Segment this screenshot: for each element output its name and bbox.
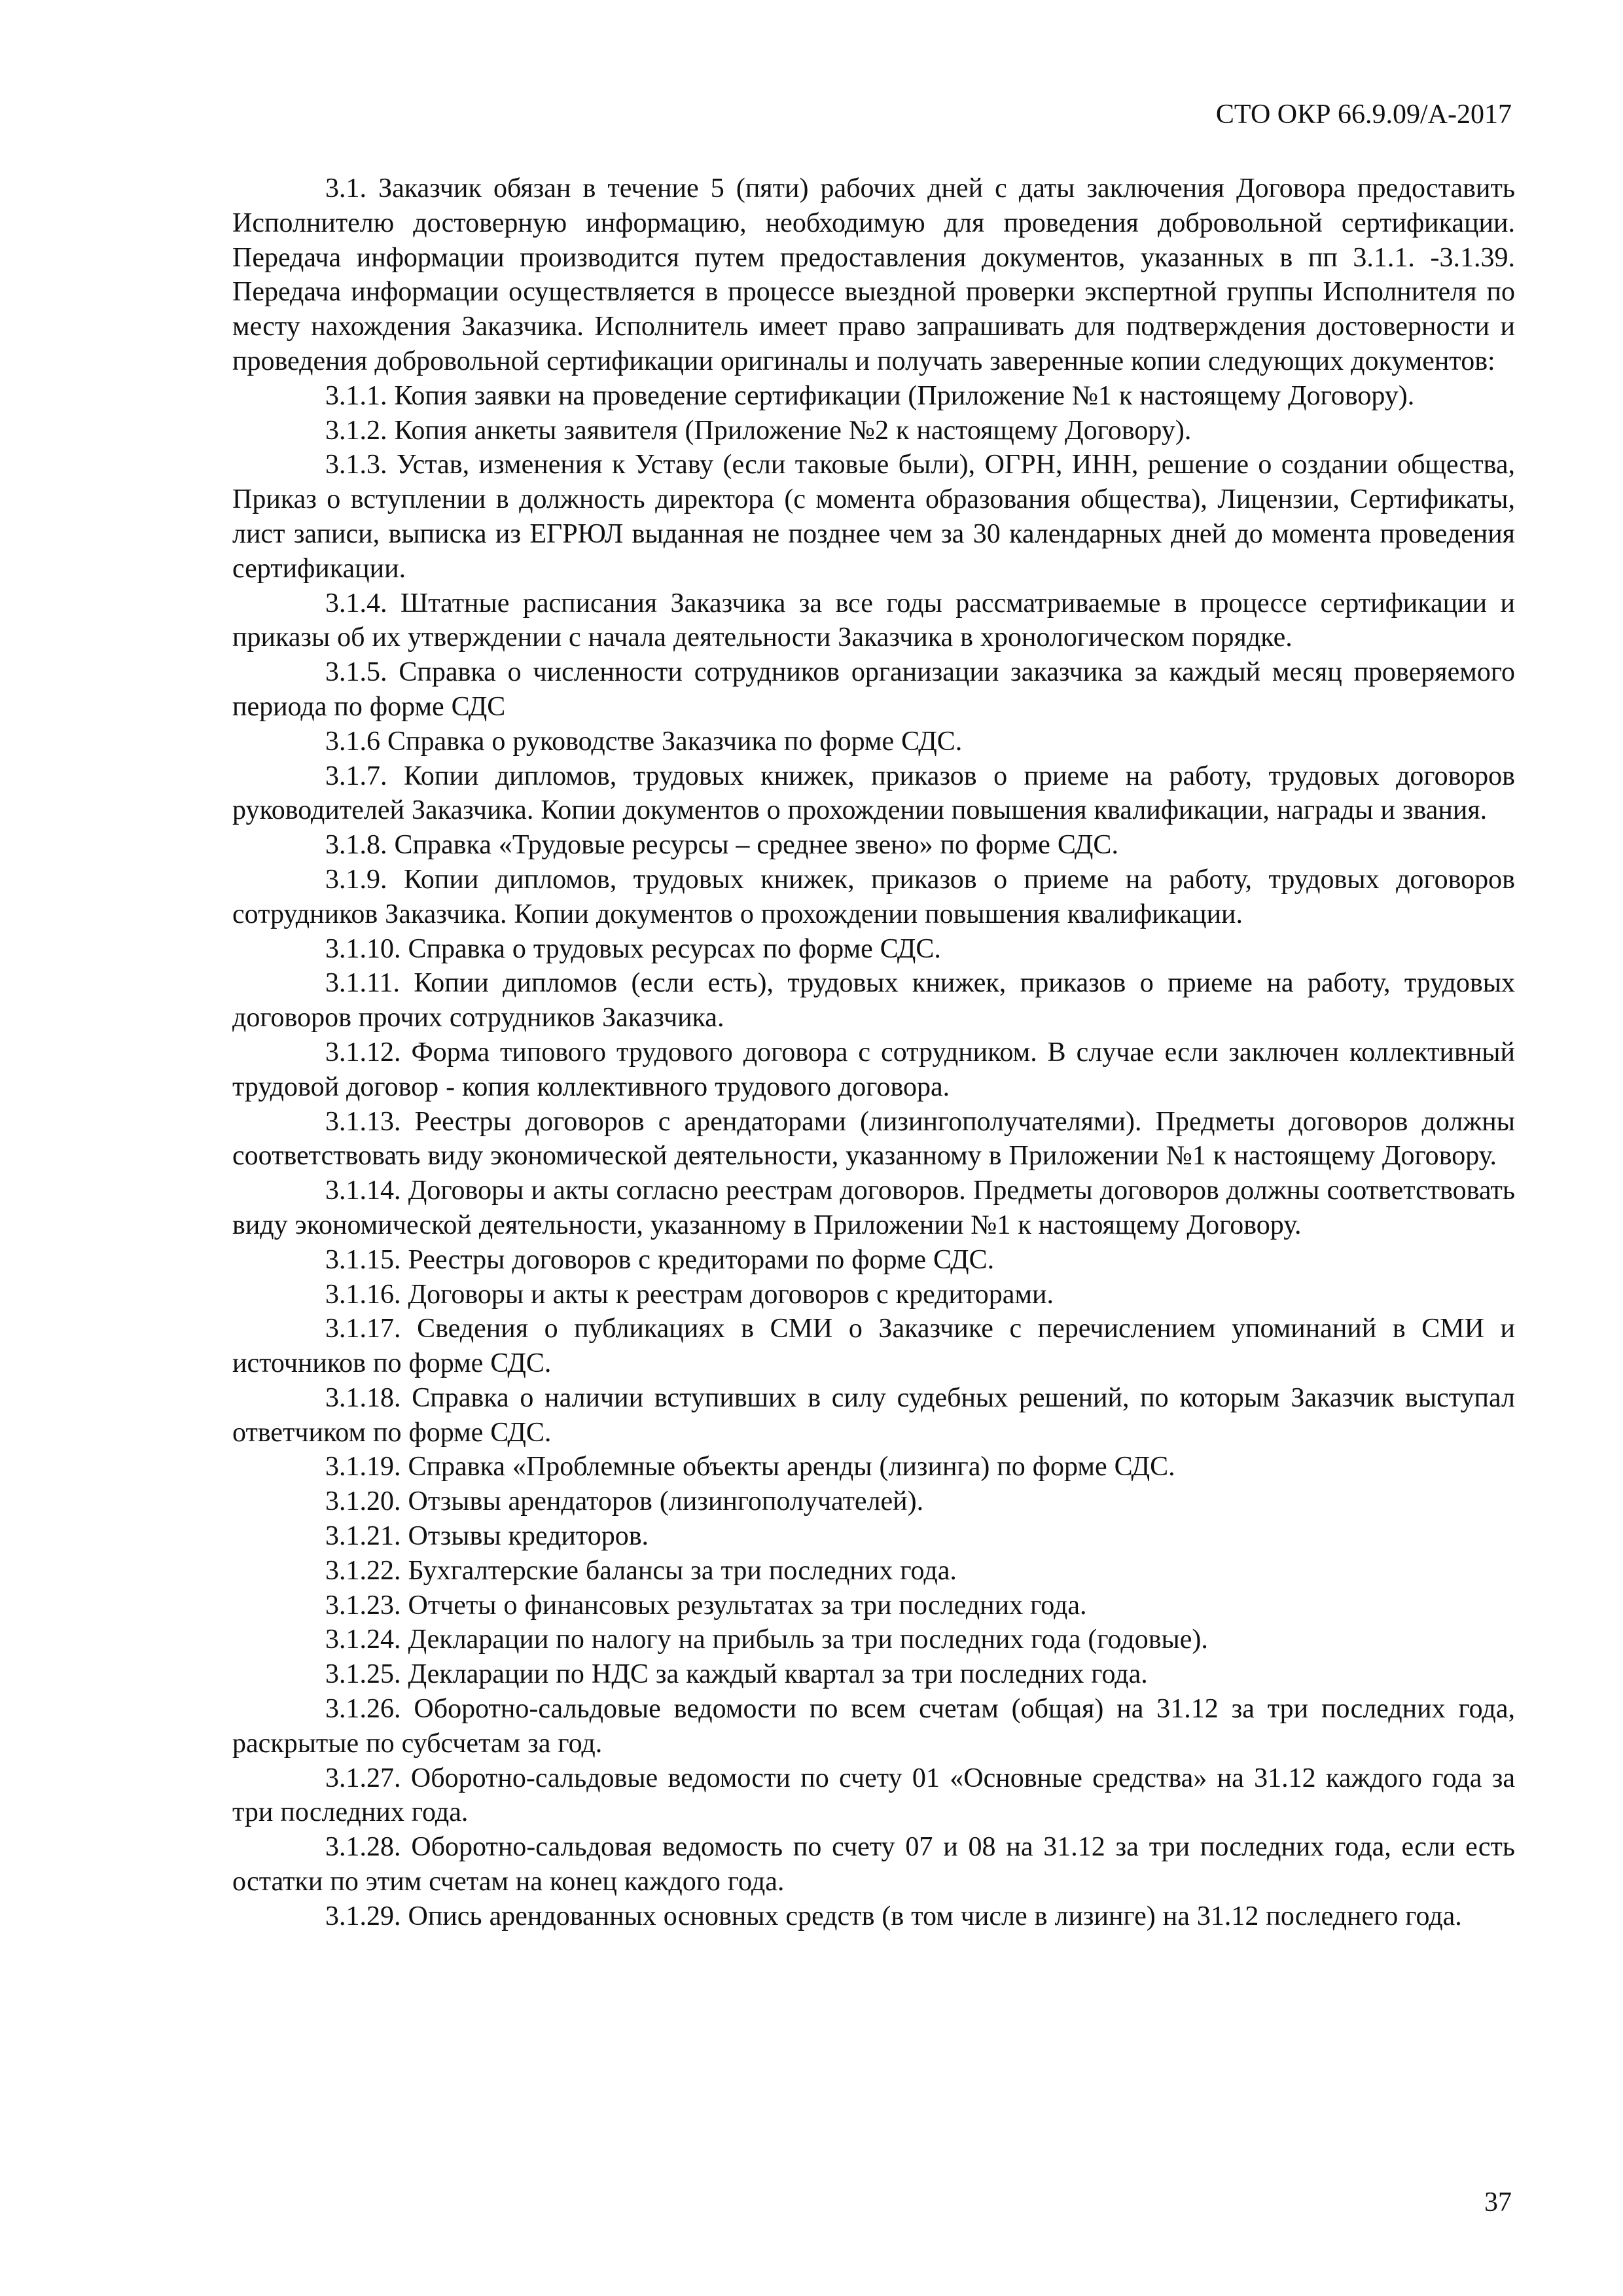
paragraph-3-1-1: 3.1.1. Копия заявки на проведение сертификации (Приложение №1 к настоящему Договору). [325,380,1415,411]
paragraph-3-1-24: 3.1.24. Декларации по налогу на прибыль за три последних года (годовые). [325,1624,1208,1655]
paragraph-3-1-26: 3.1.26. Оборотно-сальдовые ведомости по всем счетам (общая) на 31.12 за три последних года, раскрытые по субсчетам за год. [232,1694,1515,1759]
paragraph-3-1-29: 3.1.29. Опись арендованных основных средств (в том числе в лизинге) на 31.12 последнего года. [325,1901,1462,1931]
paragraph-3-1-5: 3.1.5. Справка о численности сотрудников организации заказчика за каждый месяц проверяемого периода по форме СДС [232,657,1515,722]
paragraph-3-1-10: 3.1.10. Справка о трудовых ресурсах по форме СДС. [325,933,941,964]
paragraph-3-1-16: 3.1.16. Договоры и акты к реестрам договоров с кредиторами. [325,1279,1054,1310]
paragraph-3-1-7: 3.1.7. Копии дипломов, трудовых книжек, приказов о приеме на работу, трудовых договоров руководителей Заказчика. Копии документов о прохождении повышения квалификации, награды и звания. [232,761,1515,826]
paragraph-3-1-25: 3.1.25. Декларации по НДС за каждый квартал за три последних года. [325,1659,1148,1690]
paragraph-3-1-11: 3.1.11. Копии дипломов (если есть), трудовых книжек, приказов о приеме на работу, трудовых договоров прочих сотрудников Заказчика. [232,968,1515,1033]
paragraph-3-1-3: 3.1.3. Устав, изменения к Уставу (если таковые были), ОГРН, ИНН, решение о создании общества, Приказ о вступлении в должность директора (с момента образования общества), Лицензии, Сертификаты, лист записи, выписка из ЕГРЮЛ выданная не позднее чем за 30 календарных дней до момента проведения сертификации. [232,450,1515,584]
paragraph-3-1-18: 3.1.18. Справка о наличии вступивших в силу судебных решений, по которым Заказчик выступал ответчиком по форме СДС. [232,1382,1515,1448]
document-body [232,171,1515,1934]
paragraph-3-1-2: 3.1.2. Копия анкеты заявителя (Приложение №2 к настоящему Договору). [325,415,1192,446]
page-number: 37 [1484,2187,1512,2217]
paragraph-3-1-20: 3.1.20. Отзывы арендаторов (лизингополучателей). [325,1486,924,1517]
paragraph-3-1-14: 3.1.14. Договоры и акты согласно реестрам договоров. Предметы договоров должны соответствовать виду экономической деятельности, указанному в Приложении №1 к настоящему Договору. [232,1175,1515,1240]
paragraph-3-1-28: 3.1.28. Оборотно-сальдовая ведомость по счету 07 и 08 на 31.12 за три последних года, если есть остатки по этим счетам на конец каждого года. [232,1832,1515,1897]
paragraph-3-1-22: 3.1.22. Бухгалтерские балансы за три последних года. [325,1555,957,1586]
paragraph-3-1-27: 3.1.27. Оборотно-сальдовые ведомости по счету 01 «Основные средства» на 31.12 каждого года за три последних года. [232,1763,1515,1828]
paragraph-3-1-8: 3.1.8. Справка «Трудовые ресурсы – среднее звено» по форме СДС. [325,830,1118,861]
paragraph-3-1-15: 3.1.15. Реестры договоров с кредиторами по форме СДС. [325,1244,995,1275]
paragraph-3-1-19: 3.1.19. Справка «Проблемные объекты аренды (лизинга) по форме СДС. [325,1452,1175,1482]
paragraph-3-1-17: 3.1.17. Сведения о публикациях в СМИ о Заказчике с перечислением упоминаний в СМИ и источников по форме СДС. [232,1314,1515,1379]
paragraph-3-1-13: 3.1.13. Реестры договоров с арендаторами (лизингополучателями). Предметы договоров должны соответствовать виду экономической деятельности, указанному в Приложении №1 к настоящему Договору. [232,1106,1515,1172]
paragraph-3-1-21: 3.1.21. Отзывы кредиторов. [325,1521,649,1552]
paragraph-3-1-23: 3.1.23. Отчеты о финансовых результатах за три последних года. [325,1590,1087,1621]
paragraph-3-1-12: 3.1.12. Форма типового трудового договора с сотрудником. В случае если заключен коллективный трудовой договор - копия коллективного трудового договора. [232,1037,1515,1102]
paragraph-3-1-6: 3.1.6 Справка о руководстве Заказчика по форме СДС. [325,726,963,757]
paragraph-3-1: 3.1. Заказчик обязан в течение 5 (пяти) рабочих дней с даты заключения Договора предоставить Исполнителю достоверную информацию, необходимую для проведения добровольной сертификации. Передача информации производится путем предоставления документов, указанных в пп 3.1.1. -3.1.39. Передача информации осуществляется в процессе выездной проверки экспертной группы Исполнителя по месту нахождения Заказчика. Исполнитель имеет право запрашивать для подтверждения достоверности и проведения добровольной сертификации оригиналы и получать заверенные копии следующих документов: [232,173,1515,376]
document-code-header: СТО ОКР 66.9.09/А-2017 [1215,99,1512,130]
paragraph-3-1-4: 3.1.4. Штатные расписания Заказчика за все годы рассматриваемые в процессе сертификации и приказы об их утверждении с начала деятельности Заказчика в хронологическом порядке. [232,588,1515,653]
paragraph-3-1-9: 3.1.9. Копии дипломов, трудовых книжек, приказов о приеме на работу, трудовых договоров сотрудников Заказчика. Копии документов о прохождении повышения квалификации. [232,864,1515,929]
